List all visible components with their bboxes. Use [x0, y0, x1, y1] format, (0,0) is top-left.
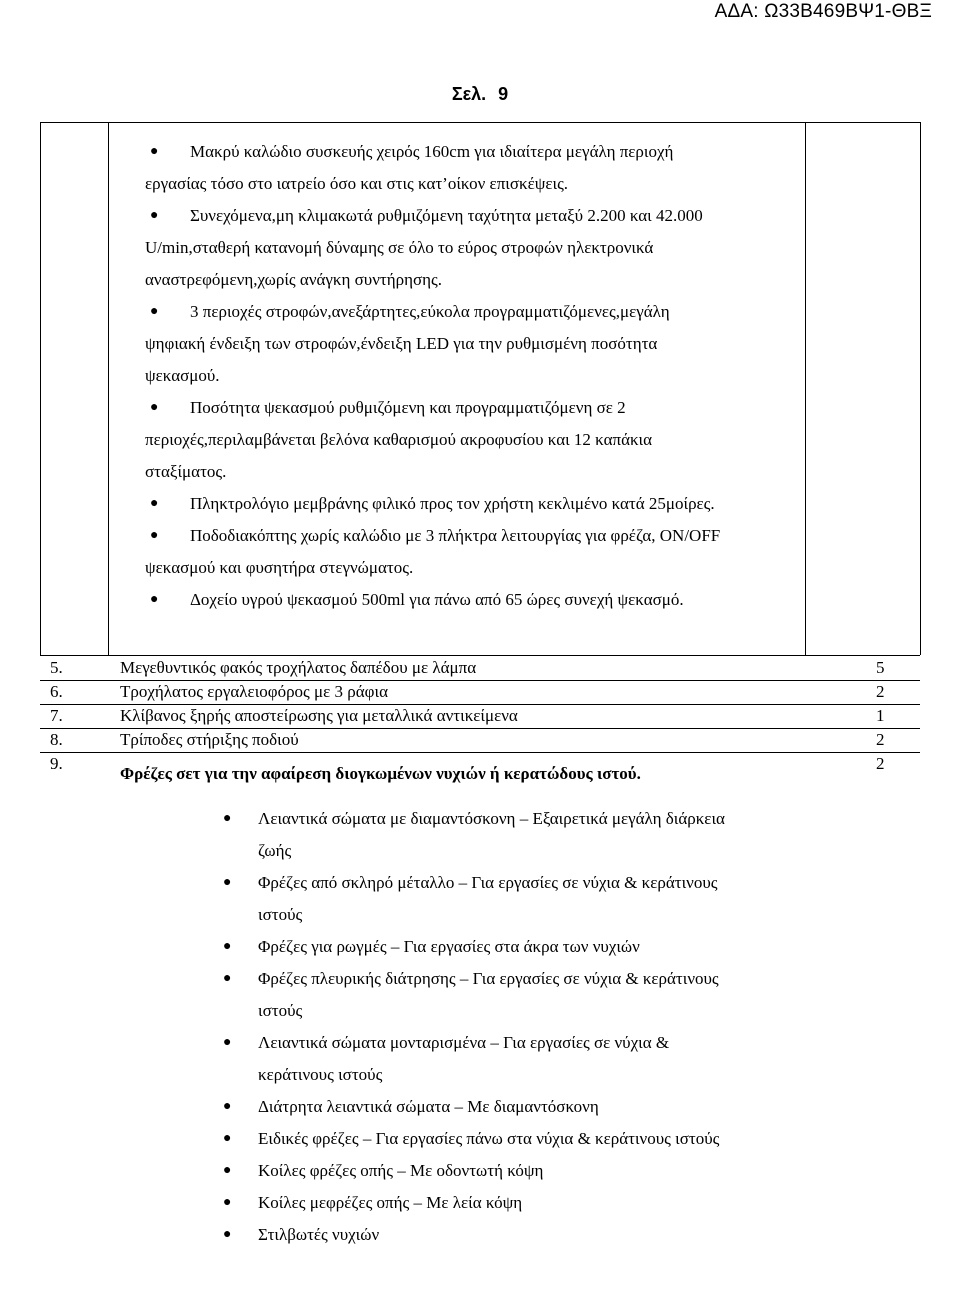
bullet-icon: ●: [150, 592, 159, 607]
burr-text: Κοίλες φρέζες οπής – Με οδοντωτή κόψη: [258, 1161, 544, 1180]
spec-text-continuation: ψηφιακή ένδειξη των στροφών,ένδειξη LED για την ρυθμισμένη ποσότητα: [145, 334, 658, 353]
burr-text: ιστούς: [258, 1001, 303, 1020]
burr-text: Φρέζες για ρωγμές – Για εργασίες στα άκρα των νυχιών: [258, 937, 640, 956]
burr-list-item: [218, 1219, 818, 1251]
burr-text: Διάτρητα λειαντικά σώματα – Με διαμαντόσκονη: [258, 1097, 599, 1116]
burr-text: Λειαντικά σώματα με διαμαντόσκονη – Εξαιρετικά μεγάλη διάρκεια: [258, 809, 725, 828]
spec-text: 3 περιοχές στροφών,ανεξάρτητες,εύκολα προγραμματιζόμενες,μεγάλη: [190, 302, 670, 321]
bullet-icon: ●: [150, 400, 159, 415]
item-description: Φρέζες σετ για την αφαίρεση διογκωμένων νυχιών ή κερατώδους ιστού.: [120, 764, 641, 783]
burr-text: Φρέζες από σκληρό μέταλλο – Για εργασίες σε νύχια & κεράτινους: [258, 873, 718, 892]
item-description: Τρίποδες στήριξης ποδιού: [120, 730, 299, 749]
burr-text: Λειαντικά σώματα μονταρισμένα – Για εργασίες σε νύχια &: [258, 1033, 670, 1052]
bullet-icon: ●: [223, 1195, 232, 1210]
burr-list-item: [218, 1091, 818, 1123]
table-right-border: [920, 122, 921, 655]
ada-code: ΑΔΑ: Ω33Β469ΒΨ1-ΘΒΞ: [714, 1, 932, 22]
burr-list-item: [218, 867, 818, 931]
spec-text: Συνεχόμενα,μη κλιμακωτά ρυθμιζόμενη ταχύτητα μεταξύ 2.200 και 42.000: [190, 206, 703, 225]
bullet-icon: ●: [223, 1099, 232, 1114]
page-number: 9: [498, 84, 509, 104]
bullet-icon: ●: [223, 1163, 232, 1178]
table-col-divider-left: [108, 122, 109, 655]
bullet-icon: ●: [150, 528, 159, 543]
burr-text: ιστούς: [258, 905, 303, 924]
page-label: Σελ.: [451, 84, 487, 104]
bullet-icon: ●: [223, 1227, 232, 1242]
item-description: Μεγεθυντικός φακός τροχήλατος δαπέδου με λάμπα: [120, 658, 477, 677]
spec-list-item: [145, 200, 805, 296]
spec-text-continuation: ψεκασμού.: [145, 366, 220, 385]
spec-text-continuation: εργασίας τόσο στο ιατρείο όσο και στις κατ’οίκον επισκέψεις.: [145, 174, 569, 193]
table-left-border: [40, 122, 41, 655]
spec-text: Δοχείο υγρού ψεκασμού 500ml για πάνω από 65 ώρες συνεχή ψεκασμό.: [190, 590, 684, 609]
spec-list-item: [145, 520, 805, 584]
item-number: 5.: [50, 658, 63, 677]
spec-text-continuation: U/min,σταθερή κατανομή δύναμης σε όλο το εύρος στροφών ηλεκτρονικά: [145, 238, 654, 257]
spec-text: Μακρύ καλώδιο συσκευής χειρός 160cm για ιδιαίτερα μεγάλη περιοχή: [190, 142, 674, 161]
bullet-icon: ●: [150, 496, 159, 511]
spec-text: Ποδοδιακόπτης χωρίς καλώδιο με 3 πλήκτρα λειτουργίας για φρέζα, ON/OFF: [190, 526, 721, 545]
bullet-icon: ●: [223, 1131, 232, 1146]
burr-list-item: [218, 1155, 818, 1187]
spec-list-item: [145, 392, 805, 488]
table-col-divider-right: [805, 122, 806, 655]
burr-text: Ειδικές φρέζες – Για εργασίες πάνω στα νύχια & κεράτινους ιστούς: [258, 1129, 720, 1148]
burr-list-item: [218, 931, 818, 963]
burr-text: Κοίλες μεφρέζες οπής – Με λεία κόψη: [258, 1193, 523, 1212]
spec-text-continuation: αναστρεφόμενη,χωρίς ανάγκη συντήρησης.: [145, 270, 443, 289]
burr-list-item: [218, 1123, 818, 1155]
bullet-icon: ●: [223, 939, 232, 954]
item-row-7: [40, 704, 920, 728]
spec-text-continuation: σταξίματος.: [145, 462, 227, 481]
item-row-8: [40, 728, 920, 752]
item-number: 7.: [50, 706, 63, 725]
item-row-6: [40, 680, 920, 704]
spec-list-item: [145, 488, 805, 520]
item-quantity: 2: [876, 682, 885, 701]
table-top-border: [40, 122, 920, 123]
item-number: 6.: [50, 682, 63, 701]
spec-text-continuation: περιοχές,περιλαμβάνεται βελόνα καθαρισμού ακροφυσίου και 12 καπάκια: [145, 430, 653, 449]
spec-list-item: [145, 136, 805, 200]
burr-list-item: [218, 963, 818, 1027]
bullet-icon: ●: [150, 144, 159, 159]
burr-text: κεράτινους ιστούς: [258, 1065, 383, 1084]
item-row-9: [40, 752, 920, 783]
item-quantity: 5: [876, 658, 885, 677]
bullet-icon: ●: [150, 304, 159, 319]
item-description: Κλίβανος ξηρής αποστείρωσης για μεταλλικά αντικείμενα: [120, 706, 518, 725]
spec-text: Ποσότητα ψεκασμού ρυθμιζόμενη και προγραμματιζόμενη σε 2: [190, 398, 626, 417]
item-quantity: 2: [876, 754, 885, 773]
spec-list-item: [145, 296, 805, 392]
item-row-5: [40, 656, 920, 680]
item-number: 8.: [50, 730, 63, 749]
bullet-icon: ●: [223, 875, 232, 890]
bullet-icon: ●: [223, 811, 232, 826]
item-description: Τροχήλατος εργαλειοφόρος με 3 ράφια: [120, 682, 388, 701]
burr-list-item: [218, 803, 818, 867]
burr-text: ζωής: [258, 841, 292, 860]
spec-list-item: [145, 584, 805, 616]
bullet-icon: ●: [150, 208, 159, 223]
burr-set-list: [218, 803, 818, 1251]
item-number: 9.: [50, 754, 63, 773]
spec-text: Πληκτρολόγιο μεμβράνης φιλικό προς τον χρήστη κεκλιμένο κατά 25μοίρες.: [190, 494, 715, 513]
item-quantity: 1: [876, 706, 885, 725]
burr-text: Φρέζες πλευρικής διάτρησης – Για εργασίες σε νύχια & κεράτινους: [258, 969, 719, 988]
bullet-icon: ●: [223, 971, 232, 986]
burr-list-item: [218, 1187, 818, 1219]
burr-list-item: [218, 1027, 818, 1091]
burr-text: Στιλβωτές νυχιών: [258, 1225, 380, 1244]
page-number-heading: [0, 84, 960, 105]
specifications-list: [145, 136, 805, 616]
bullet-icon: ●: [223, 1035, 232, 1050]
spec-text-continuation: ψεκασμού και φυσητήρα στεγνώματος.: [145, 558, 414, 577]
item-quantity: 2: [876, 730, 885, 749]
